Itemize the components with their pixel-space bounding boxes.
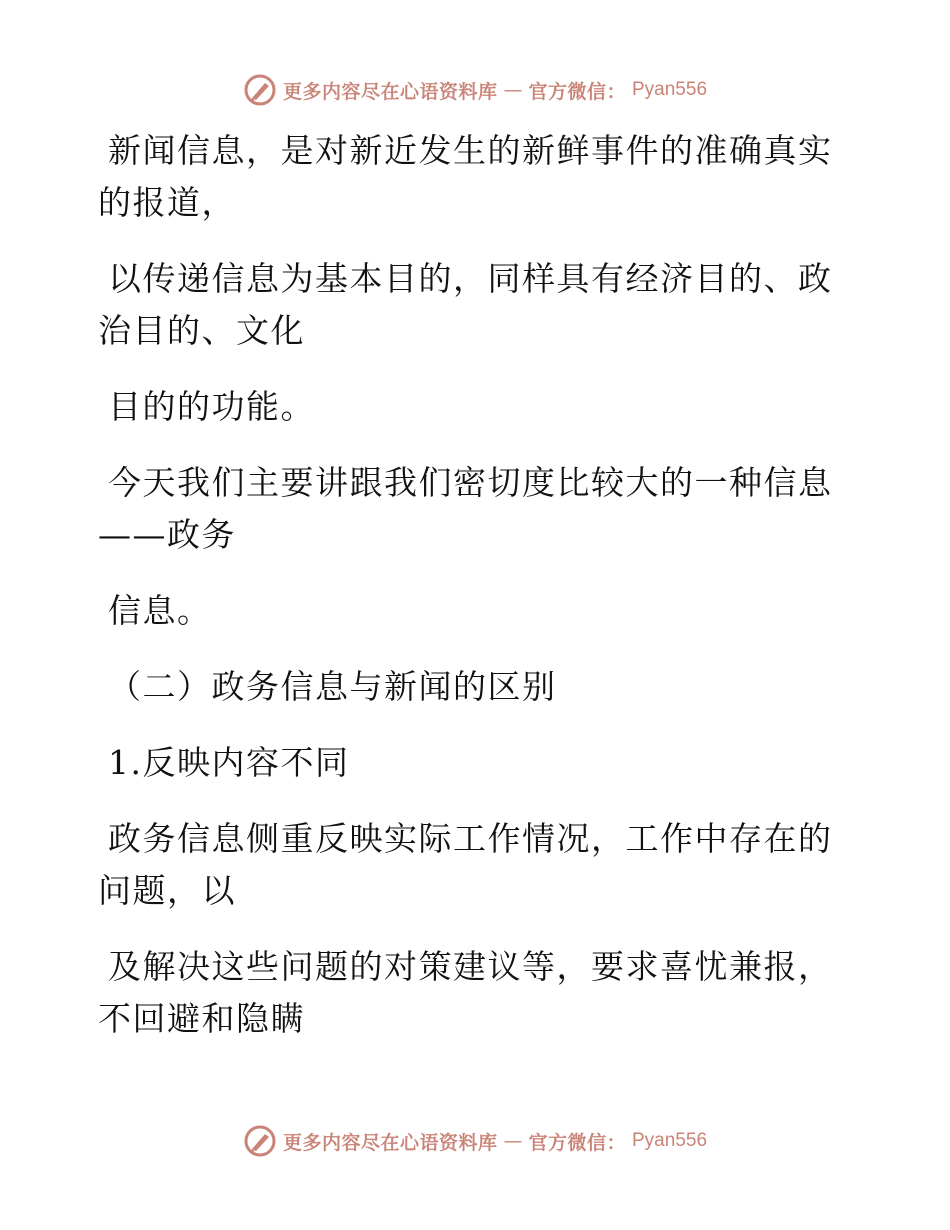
document-body xyxy=(98,125,838,1069)
watermark-brand: 更多内容尽在心语资料库 xyxy=(282,80,498,103)
paragraph-line: 治目的、文化 xyxy=(98,311,305,350)
watermark-id: Pyan556 xyxy=(632,79,708,100)
paragraph xyxy=(98,813,838,917)
watermark-label: 官方微信： xyxy=(528,1131,626,1154)
paragraph-line: 及解决这些问题的对策建议等，要求喜忧兼报， xyxy=(108,947,833,986)
section-heading-text: （二）政务信息与新闻的区别 xyxy=(108,667,557,706)
subsection-heading xyxy=(98,737,838,789)
footer-watermark xyxy=(0,1121,950,1161)
paragraph-line: 新闻信息，是对新近发生的新鲜事件的准确真实 xyxy=(108,131,833,170)
paragraph-line: 今天我们主要讲跟我们密切度比较大的一种信息 xyxy=(108,463,833,502)
paragraph xyxy=(98,253,838,357)
paragraph-line: 不回避和隐瞒 xyxy=(98,999,305,1038)
watermark-label: 官方微信： xyxy=(528,80,626,103)
paragraph xyxy=(98,457,838,561)
paragraph xyxy=(98,585,838,637)
paragraph-line: 以传递信息为基本目的，同样具有经济目的、政 xyxy=(108,259,833,298)
section-heading xyxy=(98,661,838,713)
watermark-id: Pyan556 xyxy=(632,1130,708,1151)
paragraph-line: ——政务 xyxy=(98,515,236,554)
watermark-separator: — xyxy=(503,1130,523,1152)
subsection-heading-text: 1.反映内容不同 xyxy=(108,743,350,782)
paragraph-line: 的报道， xyxy=(98,183,236,222)
paragraph-line: 问题，以 xyxy=(98,871,236,910)
paragraph-line: 目的的功能。 xyxy=(108,387,315,426)
paragraph xyxy=(98,941,838,1045)
paragraph xyxy=(98,381,838,433)
header-watermark xyxy=(0,70,950,110)
pen-logo-icon xyxy=(243,73,277,107)
paragraph-line: 政务信息侧重反映实际工作情况，工作中存在的 xyxy=(108,819,833,858)
pen-logo-icon xyxy=(243,1124,277,1158)
watermark-separator: — xyxy=(503,79,523,101)
watermark-brand: 更多内容尽在心语资料库 xyxy=(282,1131,498,1154)
paragraph-line: 信息。 xyxy=(108,591,212,630)
paragraph xyxy=(98,125,838,229)
